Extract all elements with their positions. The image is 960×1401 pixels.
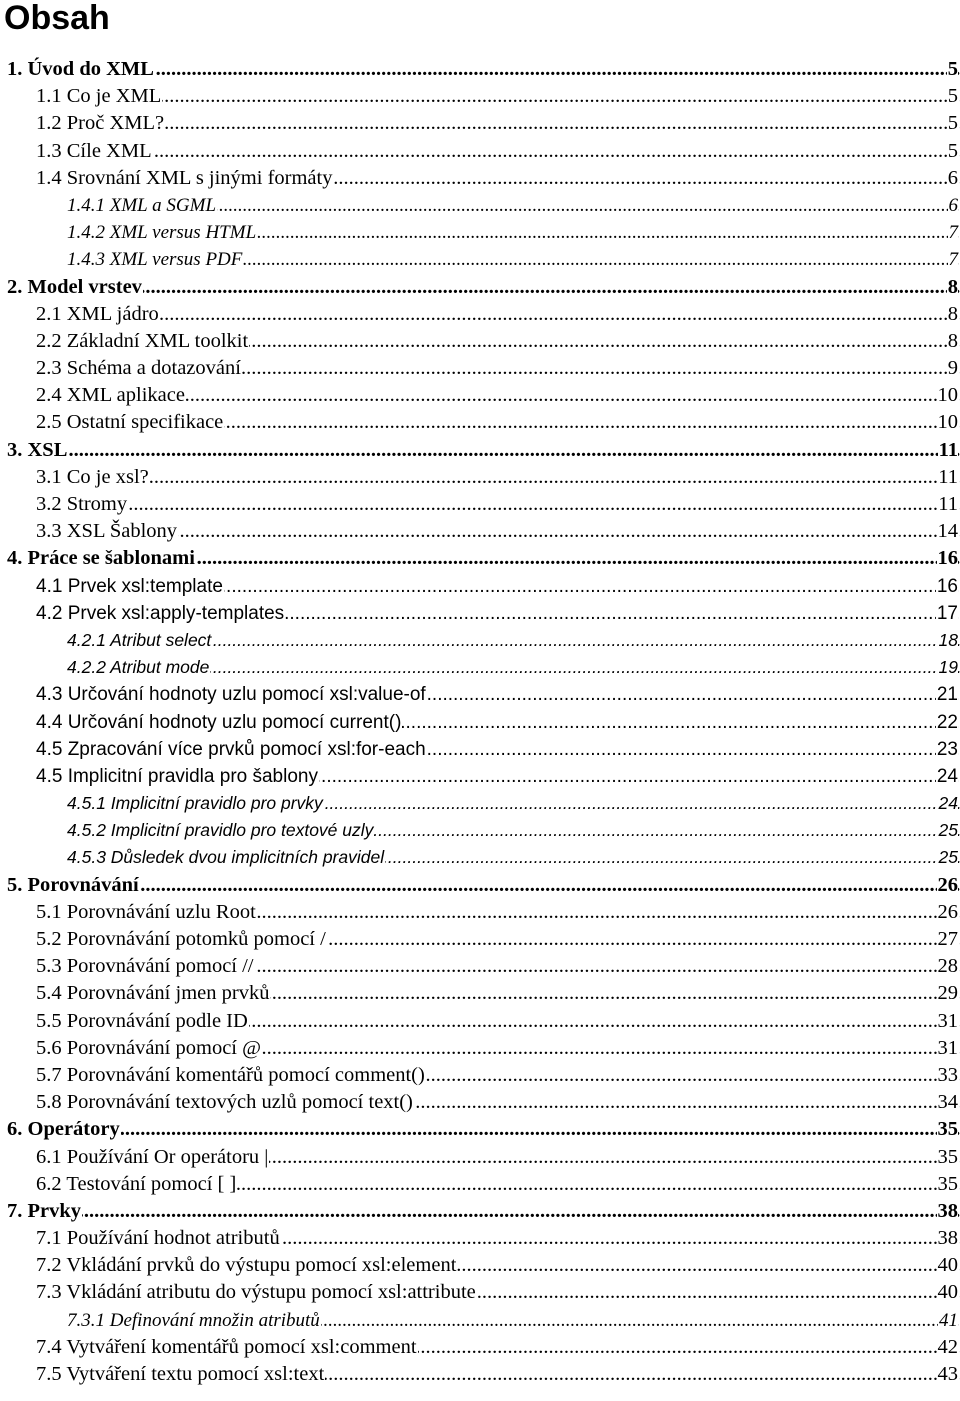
toc-entry[interactable]	[0, 763, 960, 790]
toc-entry[interactable]	[0, 1198, 960, 1225]
toc-entry[interactable]	[0, 1062, 960, 1089]
toc-entry-page-number: 40	[937, 1252, 959, 1279]
toc-entry[interactable]	[0, 1279, 960, 1306]
toc-entry-page-number: 11	[937, 491, 958, 518]
toc-entry-title: 5.2 Porovnávání potomků pomocí /	[36, 928, 326, 950]
toc-entry-title: 5.4 Porovnávání jmen prvků	[36, 982, 270, 1005]
toc-entry-title: 3. XSL	[7, 438, 68, 461]
toc-entry[interactable]	[0, 545, 960, 572]
toc-entry-title: 5.6 Porovnávání pomocí @	[36, 1036, 261, 1059]
toc-entry-title: 6.2 Testování pomocí [ ]	[36, 1172, 237, 1195]
toc-entry-page-number: 5	[947, 138, 958, 165]
toc-entry[interactable]	[0, 219, 960, 246]
toc-entry[interactable]	[0, 600, 960, 627]
toc-entry-page-number: 29	[937, 980, 959, 1007]
toc-entry[interactable]	[0, 464, 960, 491]
toc-entry-title: 2.3 Schéma a dotazování	[36, 357, 241, 380]
toc-entry-page-number: 25	[938, 844, 958, 871]
toc-entry[interactable]	[0, 1225, 960, 1252]
toc-entry-page-number: 14	[937, 518, 959, 545]
toc-entry[interactable]	[0, 709, 960, 736]
toc-entry[interactable]	[0, 1089, 960, 1116]
toc-entry-title: 1. Úvod do XML	[7, 58, 154, 80]
toc-entry[interactable]	[0, 382, 960, 409]
toc-entry[interactable]	[0, 192, 960, 219]
toc-entry-title: 6.1 Používání Or operátoru |	[36, 1145, 269, 1168]
toc-entry-page-number: 22	[936, 709, 958, 736]
toc-entry-title: 1.2 Proč XML?	[36, 112, 165, 135]
toc-entry[interactable]	[0, 926, 960, 953]
toc-entry-title: 2.1 XML jádro	[36, 302, 159, 325]
toc-entry-page-number: 17	[936, 600, 958, 627]
toc-entry-title: 1.4.3 XML versus PDF	[67, 249, 243, 271]
toc-entry[interactable]	[0, 437, 960, 464]
toc-entry-title: 1.4.2 XML versus HTML	[67, 222, 257, 244]
toc-entry-title: 1.4.1 XML a SGML	[67, 194, 217, 216]
toc-entry-page-number: 8	[947, 328, 958, 355]
toc-entry[interactable]	[0, 165, 960, 192]
toc-entry-page-number: 5	[947, 56, 958, 83]
toc-entry[interactable]	[0, 491, 960, 518]
toc-entry-title: 4.5.2 Implicitní pravidlo pro textové uzly	[67, 820, 374, 841]
toc-entry-page-number: 28	[937, 953, 959, 980]
toc-entry-page-number: 38	[937, 1198, 959, 1225]
toc-entry-page-number: 43	[937, 1361, 959, 1388]
toc-entry-page-number: 31	[937, 1035, 959, 1062]
toc-entry-title: 4.2.2 Atribut mode	[67, 657, 210, 678]
toc-entry-title: 5.5 Porovnávání podle ID	[36, 1009, 248, 1032]
toc-entry-page-number: 7	[948, 246, 959, 273]
toc-entry-title: 3.3 XSL Šablony	[36, 520, 178, 543]
toc-entry-title: 4.2.1 Atribut select	[67, 629, 212, 650]
toc-entry-title: 1.3 Cíle XML	[36, 139, 152, 162]
toc-entry[interactable]	[0, 518, 960, 545]
toc-entry[interactable]	[0, 573, 960, 600]
dot-leader	[36, 110, 960, 137]
toc-entry-title: 5.1 Porovnávání uzlu Root	[36, 900, 256, 923]
dot-leader	[7, 274, 960, 301]
toc-entry[interactable]	[0, 1035, 960, 1062]
toc-entry-page-number: 23	[936, 736, 958, 763]
toc-entry-page-number: 24	[936, 763, 958, 790]
toc-entry-page-number: 8	[947, 274, 958, 301]
toc-entry[interactable]	[0, 1144, 960, 1171]
dot-leader	[36, 491, 960, 518]
dot-leader	[7, 1198, 960, 1225]
toc-entry-page-number: 19	[938, 654, 958, 681]
toc-entry-page-number: 34	[937, 1089, 959, 1116]
toc-entry-title: 5.3 Porovnávání pomocí //	[36, 955, 254, 978]
toc-entry-page-number: 27	[937, 926, 959, 953]
toc-entry-page-number: 25	[938, 817, 958, 844]
toc-entry[interactable]	[0, 274, 960, 301]
dot-leader	[7, 437, 960, 464]
toc-entry-page-number: 6	[948, 192, 959, 219]
toc-entry-page-number: 11	[937, 464, 958, 491]
toc-entry-page-number: 7	[948, 219, 959, 246]
toc-entry-title: 3.1 Co je xsl?	[36, 465, 149, 488]
dot-leader	[36, 83, 960, 110]
toc-entry-page-number: 40	[937, 1279, 959, 1306]
toc-entry-title: 5. Porovnávání	[7, 873, 139, 896]
toc-entry[interactable]	[0, 899, 960, 926]
toc-entry-page-number: 35	[937, 1116, 959, 1143]
toc-entry-title: 1.4 Srovnání XML s jinými formáty	[36, 166, 333, 189]
toc-entry-title: 5.8 Porovnávání textových uzlů pomocí text()	[36, 1091, 413, 1114]
page-title: Obsah	[4, 0, 110, 37]
toc-entry-title: 4.5 Implicitní pravidla pro šablony	[36, 765, 318, 787]
toc-entry[interactable]	[0, 1008, 960, 1035]
toc-entry[interactable]	[0, 654, 960, 681]
toc-entry-title: 7.3 Vkládání atributu do výstupu pomocí xsl:attribute	[36, 1281, 476, 1304]
toc-entry[interactable]	[0, 1334, 960, 1361]
toc-entry-page-number: 16	[936, 573, 958, 600]
toc-entry-title: 2.2 Základní XML toolkit	[36, 329, 249, 352]
toc-entry-page-number: 8	[947, 301, 958, 328]
toc-entry[interactable]	[0, 681, 960, 708]
dot-leader	[36, 138, 960, 165]
toc-entry-title: 4.2 Prvek xsl:apply-templates	[36, 602, 285, 624]
toc-entry-title: 4.4 Určování hodnoty uzlu pomocí current()	[36, 711, 402, 733]
toc-entry-title: 4.3 Určování hodnoty uzlu pomocí xsl:value-of	[36, 684, 426, 706]
dot-leader	[36, 464, 960, 491]
toc-entry-page-number: 9	[947, 355, 958, 382]
toc-entry-page-number: 18	[938, 627, 958, 654]
toc-entry-page-number: 26	[937, 899, 959, 926]
toc-entry-page-number: 6	[947, 165, 958, 192]
toc-entry[interactable]	[0, 138, 960, 165]
dot-leader	[7, 872, 960, 899]
toc-entry-title: 7. Prvky	[7, 1199, 82, 1222]
toc-entry-title: 3.2 Stromy	[36, 493, 128, 515]
toc-entry[interactable]	[0, 409, 960, 436]
toc-entry[interactable]	[0, 1116, 960, 1143]
toc-entry-title: 4. Práce se šablonami	[7, 547, 195, 570]
toc-entry-page-number: 42	[937, 1334, 959, 1361]
toc-entry-page-number: 33	[937, 1062, 959, 1089]
toc-entry-title: 4.5.3 Důsledek dvou implicitních pravidel	[67, 847, 385, 868]
toc-entry-page-number: 21	[936, 681, 958, 708]
toc-entry-title: 4.5.1 Implicitní pravidlo pro prvky	[67, 793, 323, 814]
toc-entry[interactable]	[0, 953, 960, 980]
toc-entry[interactable]	[0, 736, 960, 763]
table-of-contents	[0, 56, 960, 1388]
toc-entry[interactable]	[0, 1171, 960, 1198]
toc-entry-title: 7.5 Vytváření textu pomocí xsl:text	[36, 1363, 325, 1385]
toc-entry-title: 7.2 Vkládání prvků do výstupu pomocí xsl:element	[36, 1254, 457, 1277]
toc-entry-page-number: 10	[937, 382, 959, 409]
toc-entry[interactable]	[0, 872, 960, 899]
toc-entry-page-number: 16	[937, 545, 959, 572]
toc-entry-title: 7.1 Používání hodnot atributů	[36, 1227, 280, 1250]
toc-entry-page-number: 41	[938, 1307, 958, 1334]
toc-entry-page-number: 11	[938, 437, 958, 464]
toc-entry-page-number: 5	[947, 83, 958, 110]
toc-entry-title: 2. Model vrstev	[7, 275, 142, 298]
dot-leader	[36, 301, 960, 328]
toc-entry-title: 6. Operátory	[7, 1118, 120, 1141]
toc-entry-page-number: 31	[937, 1008, 959, 1035]
toc-entry-title: 7.3.1 Definování množin atributů	[67, 1309, 320, 1331]
toc-entry[interactable]	[0, 1252, 960, 1279]
toc-entry-title: 5.7 Porovnávání komentářů pomocí comment()	[36, 1063, 425, 1086]
toc-entry[interactable]	[0, 355, 960, 382]
toc-entry[interactable]	[0, 246, 960, 273]
toc-entry-page-number: 24	[938, 790, 958, 817]
toc-entry[interactable]	[0, 83, 960, 110]
toc-entry[interactable]	[0, 627, 960, 654]
toc-entry-title: 4.5 Zpracování více prvků pomocí xsl:for-each	[36, 738, 426, 760]
toc-entry-page-number: 35	[937, 1144, 959, 1171]
toc-entry[interactable]	[0, 56, 960, 83]
toc-entry[interactable]	[0, 844, 960, 871]
toc-entry-page-number: 5	[947, 110, 958, 137]
toc-entry[interactable]	[0, 817, 960, 844]
toc-entry-title: 7.4 Vytváření komentářů pomocí xsl:comment	[36, 1335, 417, 1358]
toc-entry-page-number: 26	[937, 872, 959, 899]
toc-entry-title: 2.5 Ostatní specifikace	[36, 411, 224, 434]
toc-entry-page-number: 35	[937, 1171, 959, 1198]
toc-entry-page-number: 38	[937, 1225, 959, 1252]
toc-entry-page-number: 10	[937, 409, 959, 436]
toc-entry-title: 4.1 Prvek xsl:template	[36, 575, 223, 597]
toc-entry[interactable]	[0, 301, 960, 328]
toc-entry[interactable]	[0, 790, 960, 817]
toc-entry[interactable]	[0, 328, 960, 355]
toc-entry[interactable]	[0, 110, 960, 137]
toc-entry-title: 2.4 XML aplikace	[36, 384, 185, 407]
toc-entry[interactable]	[0, 1307, 960, 1334]
toc-entry-title: 1.1 Co je XML	[36, 85, 162, 108]
toc-entry[interactable]	[0, 1361, 960, 1388]
toc-entry[interactable]	[0, 980, 960, 1007]
dot-leader	[7, 1116, 960, 1143]
